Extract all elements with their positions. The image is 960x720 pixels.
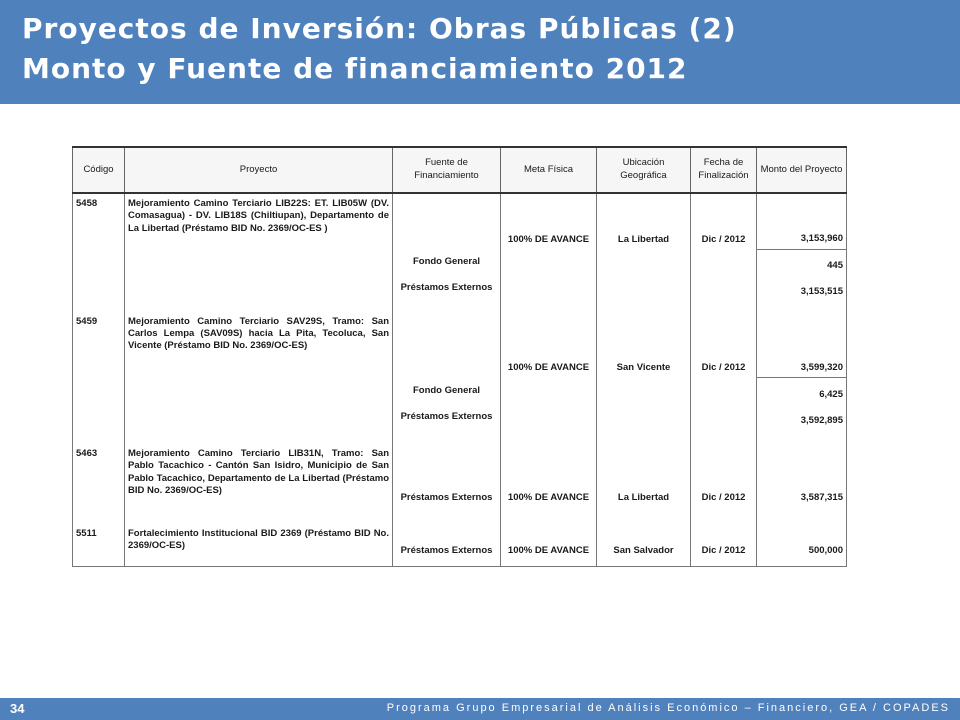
monto-fuente: 3,153,515 bbox=[757, 276, 847, 302]
monto-fuente: 445 bbox=[757, 249, 847, 276]
fecha-finalizacion: Dic / 2012 bbox=[691, 430, 757, 510]
table-row bbox=[73, 302, 847, 378]
fecha-finalizacion: Dic / 2012 bbox=[691, 193, 757, 249]
project-code: 5463 bbox=[73, 430, 125, 510]
fuente-financiamiento: Fondo General bbox=[393, 249, 501, 276]
ubicacion: San Vicente bbox=[597, 302, 691, 378]
title-bar bbox=[0, 0, 960, 104]
fecha-finalizacion: Dic / 2012 bbox=[691, 510, 757, 566]
investment-table-container bbox=[72, 146, 846, 580]
meta-fisica: 100% DE AVANCE bbox=[501, 193, 597, 249]
ubicacion: La Libertad bbox=[597, 430, 691, 510]
monto-total: 3,599,320 bbox=[757, 302, 847, 378]
fuente-financiamiento: Préstamos Externos bbox=[393, 404, 501, 430]
col-header-fuente: Fuente de Financiamiento bbox=[393, 147, 501, 193]
project-code: 5459 bbox=[73, 302, 125, 378]
col-header-ubicacion: Ubicación Geográfica bbox=[597, 147, 691, 193]
monto-total: 500,000 bbox=[757, 510, 847, 566]
col-header-codigo: Código bbox=[73, 147, 125, 193]
table-row bbox=[73, 193, 847, 249]
ubicacion: San Salvador bbox=[597, 510, 691, 566]
project-name: Mejoramiento Camino Terciario LIB31N, Tramo: San Pablo Tacachico - Cantón San Isidro, Municipio de San Pablo Tacachico, Departamento de La Libertad (Préstamo BID No. 2369/OC-ES) bbox=[125, 430, 393, 510]
fuente-financiamiento: Fondo General bbox=[393, 378, 501, 405]
table-row bbox=[73, 430, 847, 510]
page-number: 34 bbox=[10, 701, 25, 716]
project-name: Mejoramiento Camino Terciario LIB22S: ET. LIB05W (DV. Comasagua) - DV. LIB18S (Chiltiupan), Departamento de La Libertad (Préstamo BID No. 2369/OC-ES ) bbox=[125, 193, 393, 302]
fuente-financiamiento: Préstamos Externos bbox=[393, 276, 501, 302]
project-code: 5458 bbox=[73, 193, 125, 249]
fuente-financiamiento: Préstamos Externos bbox=[393, 430, 501, 510]
meta-fisica: 100% DE AVANCE bbox=[501, 510, 597, 566]
project-name: Fortalecimiento Institucional BID 2369 (Préstamo BID No. 2369/OC-ES) bbox=[125, 510, 393, 566]
project-code: 5511 bbox=[73, 510, 125, 566]
monto-total: 3,153,960 bbox=[757, 193, 847, 249]
monto-fuente: 3,592,895 bbox=[757, 404, 847, 430]
col-header-fecha: Fecha de Finalización bbox=[691, 147, 757, 193]
footer-text: Programa Grupo Empresarial de Análisis Económico – Financiero, GEA / COPADES bbox=[386, 702, 950, 714]
col-header-meta: Meta Física bbox=[501, 147, 597, 193]
col-header-monto: Monto del Proyecto bbox=[757, 147, 847, 193]
investment-table bbox=[72, 146, 847, 567]
monto-total: 3,587,315 bbox=[757, 430, 847, 510]
fuente-financiamiento: Préstamos Externos bbox=[393, 510, 501, 566]
table-row bbox=[73, 510, 847, 566]
table-header-row bbox=[73, 147, 847, 193]
meta-fisica: 100% DE AVANCE bbox=[501, 430, 597, 510]
ubicacion: La Libertad bbox=[597, 193, 691, 249]
project-name: Mejoramiento Camino Terciario SAV29S, Tramo: San Carlos Lempa (SAV09S) hacia La Pita, Tecoluca, San Vicente (Préstamo BID No. 2369/OC-ES) bbox=[125, 302, 393, 431]
footer-bar bbox=[0, 698, 960, 720]
meta-fisica: 100% DE AVANCE bbox=[501, 302, 597, 378]
fecha-finalizacion: Dic / 2012 bbox=[691, 302, 757, 378]
page-subtitle: Monto y Fuente de financiamiento 2012 bbox=[22, 52, 688, 85]
page-title: Proyectos de Inversión: Obras Públicas (2) bbox=[22, 12, 737, 45]
monto-fuente: 6,425 bbox=[757, 378, 847, 405]
col-header-proyecto: Proyecto bbox=[125, 147, 393, 193]
